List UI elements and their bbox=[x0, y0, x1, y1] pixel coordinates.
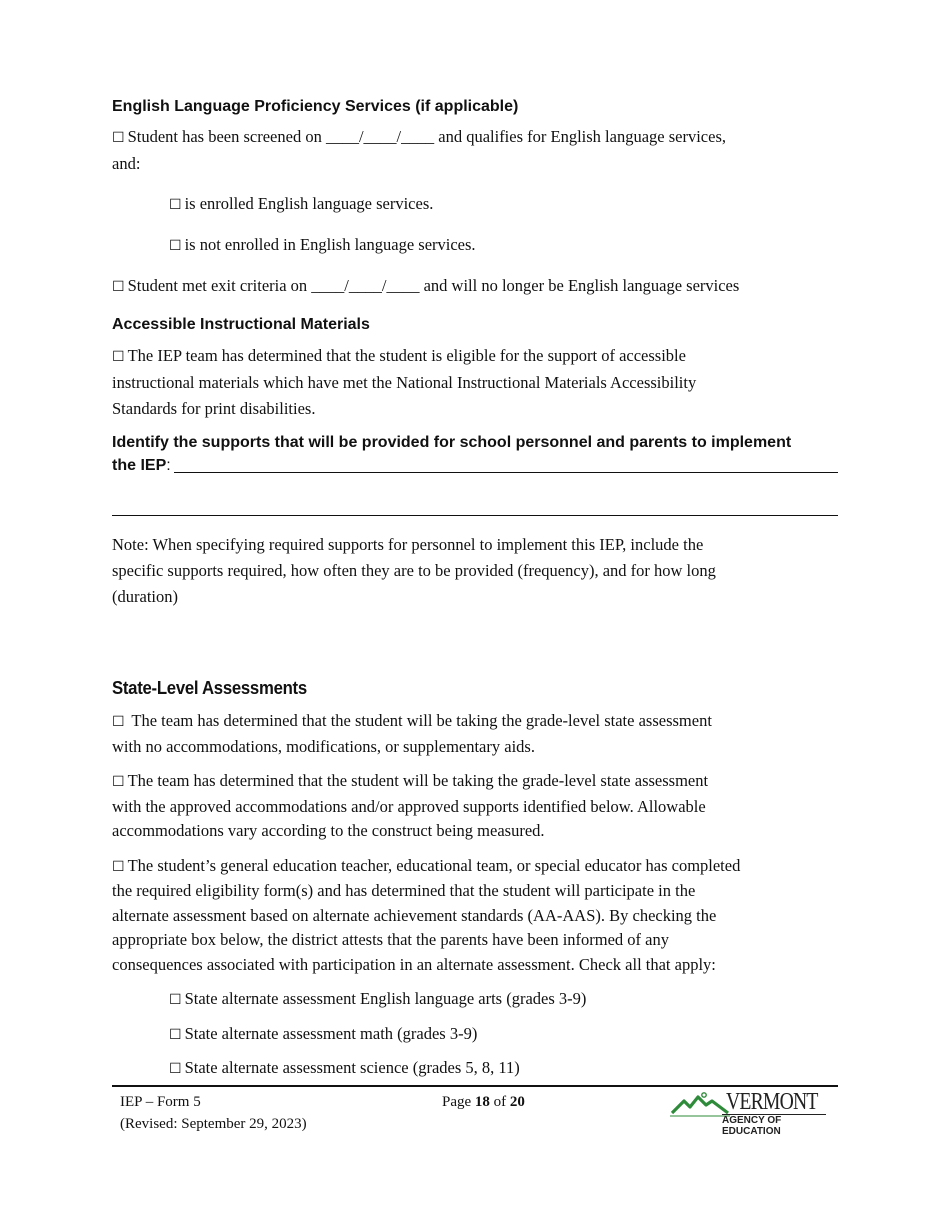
logo-subtitle: AGENCY OF EDUCATION bbox=[722, 1115, 782, 1137]
mountain-logo-icon bbox=[670, 1091, 730, 1117]
checkbox-exit[interactable]: ☐ bbox=[112, 279, 125, 295]
footer-page-number: Page 18 of 20 bbox=[442, 1094, 525, 1110]
elp-screened: ☐ Student has been screened on ____/____/____ and qualifies for English language services, and: bbox=[112, 127, 726, 173]
document-body bbox=[112, 96, 838, 1082]
checkbox-alt-science[interactable]: ☐ bbox=[169, 1061, 182, 1077]
aim-heading: Accessible Instructional Materials bbox=[112, 316, 370, 333]
alt-math: ☐ State alternate assessment math (grades 3-9) bbox=[169, 1023, 478, 1043]
checkbox-alt-ela[interactable]: ☐ bbox=[169, 992, 182, 1008]
logo-word: VERMONT bbox=[726, 1089, 818, 1115]
supports-heading: Identify the supports that will be provided for school personnel and parents to implement the IEP : bbox=[112, 431, 838, 477]
checkbox-alternate[interactable]: ☐ bbox=[112, 858, 125, 875]
elp-exit: ☐ Student met exit criteria on ____/____/____ and will no longer be English language services bbox=[112, 276, 740, 295]
checkbox-accommodations[interactable]: ☐ bbox=[112, 774, 125, 790]
alt-ela: ☐ State alternate assessment English language arts (grades 3-9) bbox=[169, 989, 587, 1008]
footer-revised: (Revised: September 29, 2023) bbox=[120, 1116, 307, 1132]
state-option-2: ☐ The team has determined that the student will be taking the grade-level state assessment with the approved accommodations and/or approved supports identified below. Allowable accommodations vary according to the construct being measured. bbox=[112, 771, 709, 840]
elp-heading: English Language Proficiency Services (if applicable) bbox=[112, 98, 519, 115]
page-footer bbox=[112, 1085, 838, 1137]
state-option-1: ☐ The team has determined that the student will be taking the grade-level state assessment with no accommodations, modifications, or supplementary aids. bbox=[112, 711, 712, 756]
checkbox-aim[interactable]: ☐ bbox=[112, 349, 125, 365]
state-heading: State-Level Assessments bbox=[112, 678, 307, 698]
alt-science: ☐ State alternate assessment science (grades 5, 8, 11) bbox=[169, 1058, 520, 1077]
checkbox-no-accommodations[interactable]: ☐ bbox=[112, 714, 125, 730]
state-option-3: ☐ The student’s general education teacher, educational team, or special educator has completed the required eligibility form(s) and has determined that the student will participate in the alternate assessment based on alternate achievement standards (AA-AAS). By checking the appropriate box below, the district attests that the parents have been informed of any consequences associated with participation in an alternate assessment. Check all that apply: bbox=[112, 855, 741, 974]
supports-input-line-1[interactable] bbox=[174, 472, 838, 473]
elp-enrolled: ☐ is enrolled English language services. bbox=[169, 194, 434, 213]
aim-text: ☐ The IEP team has determined that the student is eligible for the support of accessible instructional materials which have met the National Instructional Materials Accessibility Standards for print disabilities. bbox=[112, 346, 697, 418]
checkbox-enrolled[interactable]: ☐ bbox=[169, 197, 182, 213]
footer-form-name: IEP – Form 5 bbox=[120, 1094, 201, 1110]
checkbox-alt-math[interactable]: ☐ bbox=[169, 1026, 182, 1043]
footer-form-info bbox=[120, 1091, 307, 1135]
checkbox-not-enrolled[interactable]: ☐ bbox=[169, 238, 182, 254]
checkbox-screened[interactable]: ☐ bbox=[112, 130, 125, 146]
vermont-agency-logo bbox=[670, 1089, 830, 1137]
supports-note: Note: When specifying required supports for personnel to implement this IEP, include the specific supports required, how often they are to be provided (frequency), and for how long (duration) bbox=[112, 535, 716, 606]
elp-not-enrolled: ☐ is not enrolled in English language services. bbox=[169, 235, 476, 254]
